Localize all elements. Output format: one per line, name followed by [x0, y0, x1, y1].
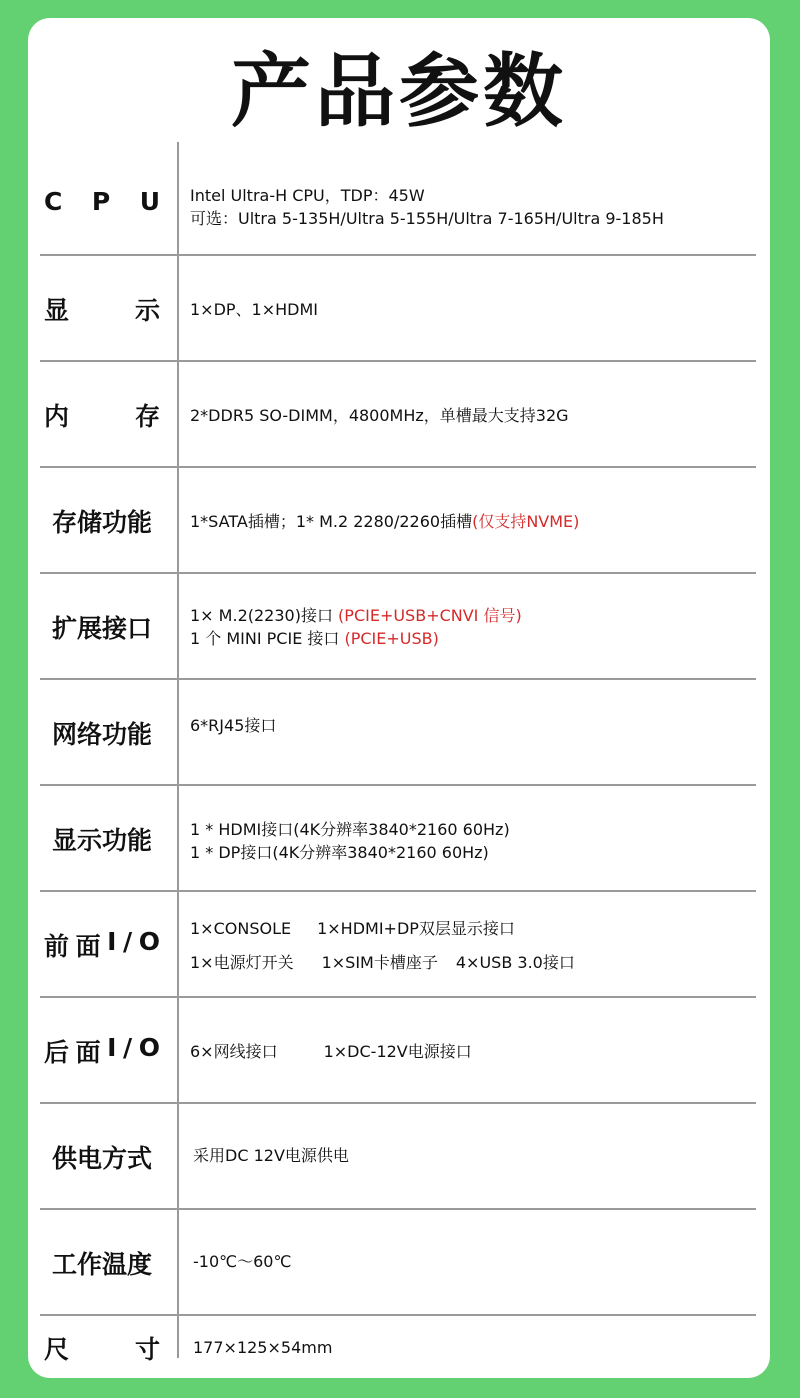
row-label-network: 网络功能	[51, 720, 152, 749]
row-label-rear-io: 后 面 I / O	[44, 1033, 160, 1067]
row-label-memory: 内 存	[44, 402, 160, 431]
expansion-note-1: (PCIE+USB+CNVI 信号)	[338, 606, 522, 625]
row-value-display-function: 1 * HDMI接口(4K分辨率3840*2160 60Hz) 1 * DP接口(4K分辨率3840*2160 60Hz)	[190, 820, 510, 862]
page-title: 产品参数	[231, 45, 567, 138]
row-value-front-io: 1×CONSOLE 1×HDMI+DP双层显示接口 1×电源灯开关 1×SIM卡槽座子 4×USB 3.0接口	[190, 919, 575, 972]
row-label-display-function: 显示功能	[51, 826, 152, 855]
expansion-note-2: (PCIE+USB)	[344, 629, 439, 648]
row-value-memory: 2*DDR5 SO-DIMM，4800MHz，单槽最大支持32G	[190, 406, 569, 425]
row-label-cpu: C P U	[44, 186, 160, 216]
spec-row-memory	[40, 362, 756, 468]
row-value-storage: 1*SATA插槽；1* M.2 2280/2260插槽(仅支持NVME)	[190, 512, 580, 531]
row-label-power: 供电方式	[51, 1144, 152, 1173]
spec-row-display-function	[40, 786, 756, 892]
spec-row-size	[40, 1316, 756, 1380]
row-value-expansion: 1× M.2(2230)接口 (PCIE+USB+CNVI 信号) 1 个 MINI PCIE 接口 (PCIE+USB)	[190, 606, 522, 648]
storage-note: (仅支持NVME)	[472, 512, 580, 531]
row-label-storage: 存储功能	[51, 508, 152, 537]
row-label-size: 尺 寸	[44, 1335, 160, 1364]
row-value-temperature: -10℃～60℃	[193, 1252, 292, 1271]
spec-row-storage	[40, 468, 756, 574]
spec-row-temperature	[40, 1210, 756, 1316]
spec-row-rear-io	[40, 998, 756, 1104]
row-value-power: 采用DC 12V电源供电	[193, 1146, 349, 1165]
row-value-display: 1×DP、1×HDMI	[190, 300, 319, 319]
row-label-expansion: 扩展接口	[51, 614, 152, 643]
spec-row-expansion	[40, 574, 756, 680]
spec-row-display	[40, 256, 756, 362]
row-label-front-io: 前 面 I / O	[44, 927, 160, 961]
row-value-network: 6*RJ45接口	[190, 716, 277, 735]
row-label-temperature: 工作温度	[51, 1250, 152, 1279]
row-value-size: 177×125×54mm	[193, 1338, 333, 1357]
row-label-display: 显 示	[44, 296, 160, 325]
spec-card	[28, 18, 770, 1378]
spec-row-power	[40, 1104, 756, 1210]
row-value-cpu: Intel Ultra-H CPU，TDP：45W 可选：Ultra 5-135H/Ultra 5-155H/Ultra 7-165H/Ultra 9-185H	[190, 186, 664, 228]
row-value-rear-io: 6×网线接口 1×DC-12V电源接口	[190, 1042, 472, 1061]
spec-row-network	[40, 680, 756, 786]
spec-row-front-io	[40, 892, 756, 998]
spec-row-cpu	[40, 146, 756, 256]
